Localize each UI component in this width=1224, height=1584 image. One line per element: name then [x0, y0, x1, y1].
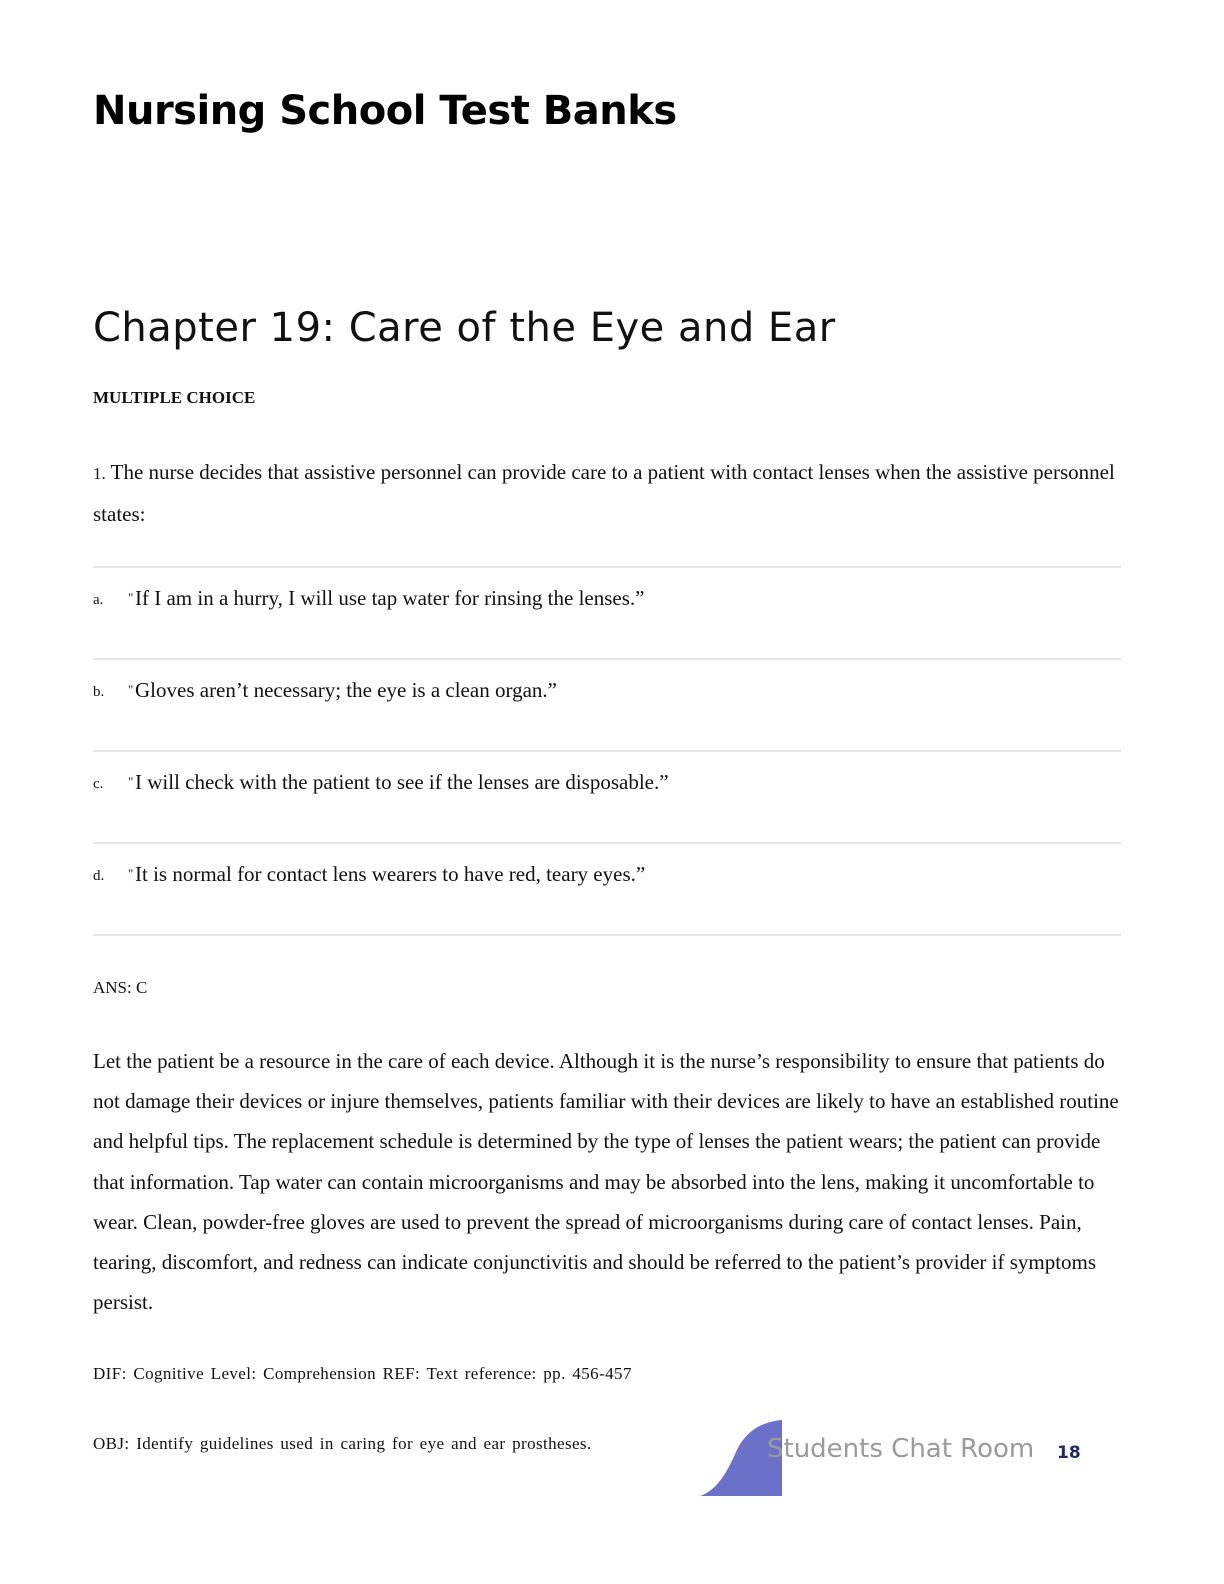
choice-quote-mark: " [128, 682, 134, 697]
section-label: MULTIPLE CHOICE [93, 388, 256, 407]
rationale-paragraph: Let the patient be a resource in the care of each device. Although it is the nurse’s responsibility to ensure that patients do not damage their devices or injure themselves, patients familiar with their devices are likely to have an established routine and helpful tips. The replacement schedule is determined by the type of lenses the patient wears; the patient can provide that information. Tap water can contain microorganisms and may be absorbed into the lens, making it uncomfortable to wear. Clean, powder-free gloves are used to prevent the spread of microorganisms during care of contact lenses. Pain, tearing, discomfort, and redness can indicate conjunctivitis and should be referred to the patient’s provider if symptoms persist. [93, 1049, 1119, 1315]
answer-key: ANS: C [93, 978, 148, 997]
choice-d [93, 844, 1121, 934]
divider [93, 934, 1121, 936]
choice-letter: c. [93, 776, 104, 792]
answer-choices [93, 566, 1121, 936]
choice-text: Gloves aren’t necessary; the eye is a clean organ.” [135, 678, 557, 702]
choice-letter: a. [93, 592, 104, 608]
chapter-title: Chapter 19: Care of the Eye and Ear [93, 305, 836, 351]
choice-text: It is normal for contact lens wearers to have red, teary eyes.” [135, 862, 646, 886]
choice-letter: b. [93, 684, 105, 700]
choice-a [93, 568, 1121, 658]
choice-quote-mark: " [128, 774, 134, 789]
choice-letter: d. [93, 868, 105, 884]
site-title: Nursing School Test Banks [93, 88, 677, 134]
choice-text: I will check with the patient to see if the lenses are disposable.” [135, 770, 669, 794]
question-number: 1. [93, 464, 106, 483]
choice-text: If I am in a hurry, I will use tap water for rinsing the lenses.” [135, 586, 645, 610]
page-number: 18 [1057, 1443, 1081, 1463]
choice-quote-mark: " [128, 590, 134, 605]
objective-line: OBJ: Identify guidelines used in caring for eye and ear prostheses. [93, 1434, 592, 1453]
brand-name: Students Chat Room [767, 1434, 1035, 1464]
choice-b [93, 660, 1121, 750]
choice-c [93, 752, 1121, 842]
question-text: The nurse decides that assistive personnel can provide care to a patient with contact lenses when the assistive personnel states: [93, 460, 1115, 526]
difficulty-reference-line: DIF: Cognitive Level: Comprehension REF: Text reference: pp. 456-457 [93, 1364, 632, 1383]
question [93, 452, 1123, 534]
choice-quote-mark: " [128, 866, 134, 881]
